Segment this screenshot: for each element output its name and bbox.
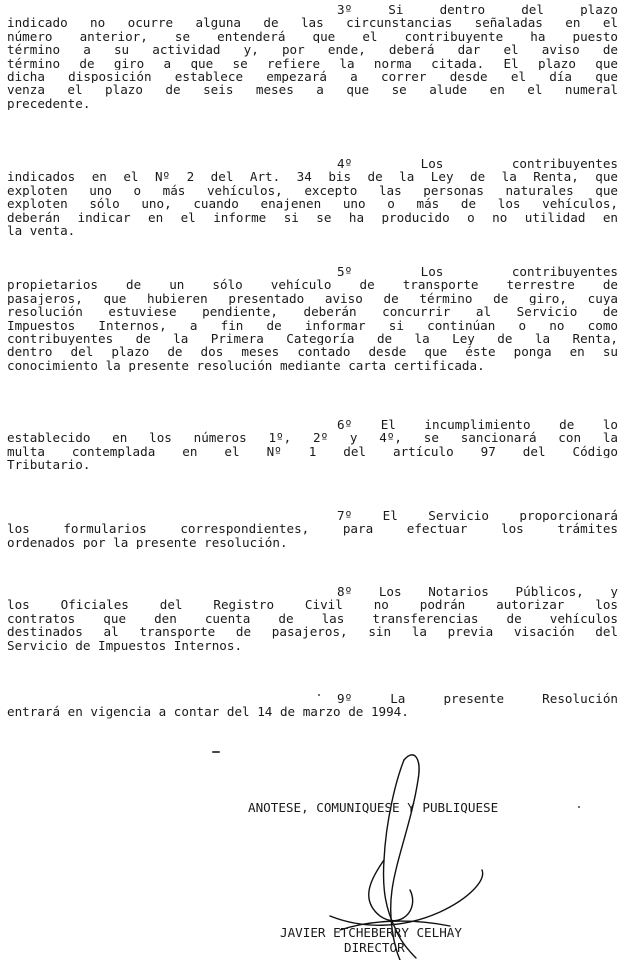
text-line: los Oficiales del Registro Civil no podrán autorizar los: [7, 598, 618, 612]
paragraph-8: [7, 585, 618, 652]
text-line: 6º El incumplimiento de lo: [337, 418, 618, 432]
signer-name: JAVIER ETCHEBERRY CELHAY: [280, 925, 462, 940]
text-line: establecido en los números 1º, 2º y 4º, se sancionará con la: [7, 431, 618, 445]
text-line: los formularios correspondientes, para efectuar los trámites: [7, 522, 618, 536]
text-line: 8º Los Notarios Públicos, y: [337, 585, 618, 599]
text-line: pasajeros, que hubieren presentado aviso de término de giro, cuya: [7, 291, 618, 306]
text-line: Servicio de Impuestos Internos.: [7, 638, 243, 653]
paragraph-5: [7, 265, 618, 372]
scan-speck: [578, 806, 580, 808]
paragraph-6: [7, 418, 618, 472]
text-line: 9º La presente Resolución: [337, 692, 618, 706]
text-line: destinados al transporte de pasajeros, sin la previa visación del: [7, 625, 618, 639]
paragraph-4: [7, 157, 618, 237]
text-line: contratos que den cuenta de las transferencias de vehículos: [7, 611, 618, 626]
text-line: Impuestos Internos, a fin de informar si continúan o no como: [7, 318, 618, 333]
text-line: dicha disposición establece empezará a correr desde el día que: [7, 70, 618, 84]
signer-title: DIRECTOR: [344, 940, 405, 955]
scan-speck: [212, 751, 220, 753]
text-line: 3º Si dentro del plazo: [337, 3, 618, 17]
text-line: número anterior, se entenderá que el contribuyente ha puesto: [7, 29, 618, 44]
text-line: término a su actividad y, por ende, deberá dar el aviso de: [7, 43, 618, 57]
text-line: Tributario.: [7, 458, 91, 472]
text-line: deberán indicar en el informe si se ha producido o no utilidad en: [7, 210, 618, 225]
text-line: dentro del plazo de dos meses contado desde que éste ponga en su: [7, 345, 618, 359]
paragraph-9: [7, 692, 618, 719]
text-line: término de giro a que se refiere la norma citada. El plazo que: [7, 56, 618, 71]
text-line: 5º Los contribuyentes: [337, 265, 618, 279]
text-line: exploten sólo uno, cuando enajenen uno o más de los vehículos,: [7, 197, 618, 211]
closing-formula: ANOTESE, COMUNIQUESE Y PUBLIQUESE: [248, 800, 499, 815]
scan-speck: [318, 694, 320, 696]
paragraph-7: [7, 509, 618, 549]
text-line: venza el plazo de seis meses a que se alude en el numeral: [7, 83, 618, 97]
text-line: propietarios de un sólo vehículo de transporte terrestre de: [7, 278, 618, 292]
text-line: precedente.: [7, 96, 91, 111]
text-line: entrará en vigencia a contar del 14 de marzo de 1994.: [7, 705, 409, 719]
text-line: contribuyentes de la Primera Categoría de la Ley de la Renta,: [7, 332, 618, 346]
text-line: indicados en el Nº 2 del Art. 34 bis de la Ley de la Renta, que: [7, 170, 618, 184]
paragraph-3: [7, 3, 618, 110]
text-line: multa contemplada en el Nº 1 del artículo 97 del Código: [7, 444, 618, 459]
text-line: 4º Los contribuyentes: [337, 157, 618, 171]
text-line: 7º El Servicio proporcionará: [337, 509, 618, 523]
text-line: ordenados por la presente resolución.: [7, 535, 288, 550]
text-line: conocimiento la presente resolución mediante carta certificada.: [7, 358, 485, 373]
text-line: la venta.: [7, 224, 76, 238]
text-line: indicado no ocurre alguna de las circunstancias señaladas en el: [7, 16, 618, 30]
text-line: resolución estuviese pendiente, deberán concurrir al Servicio de: [7, 305, 618, 319]
text-line: exploten uno o más vehículos, excepto las personas naturales que: [7, 183, 618, 198]
